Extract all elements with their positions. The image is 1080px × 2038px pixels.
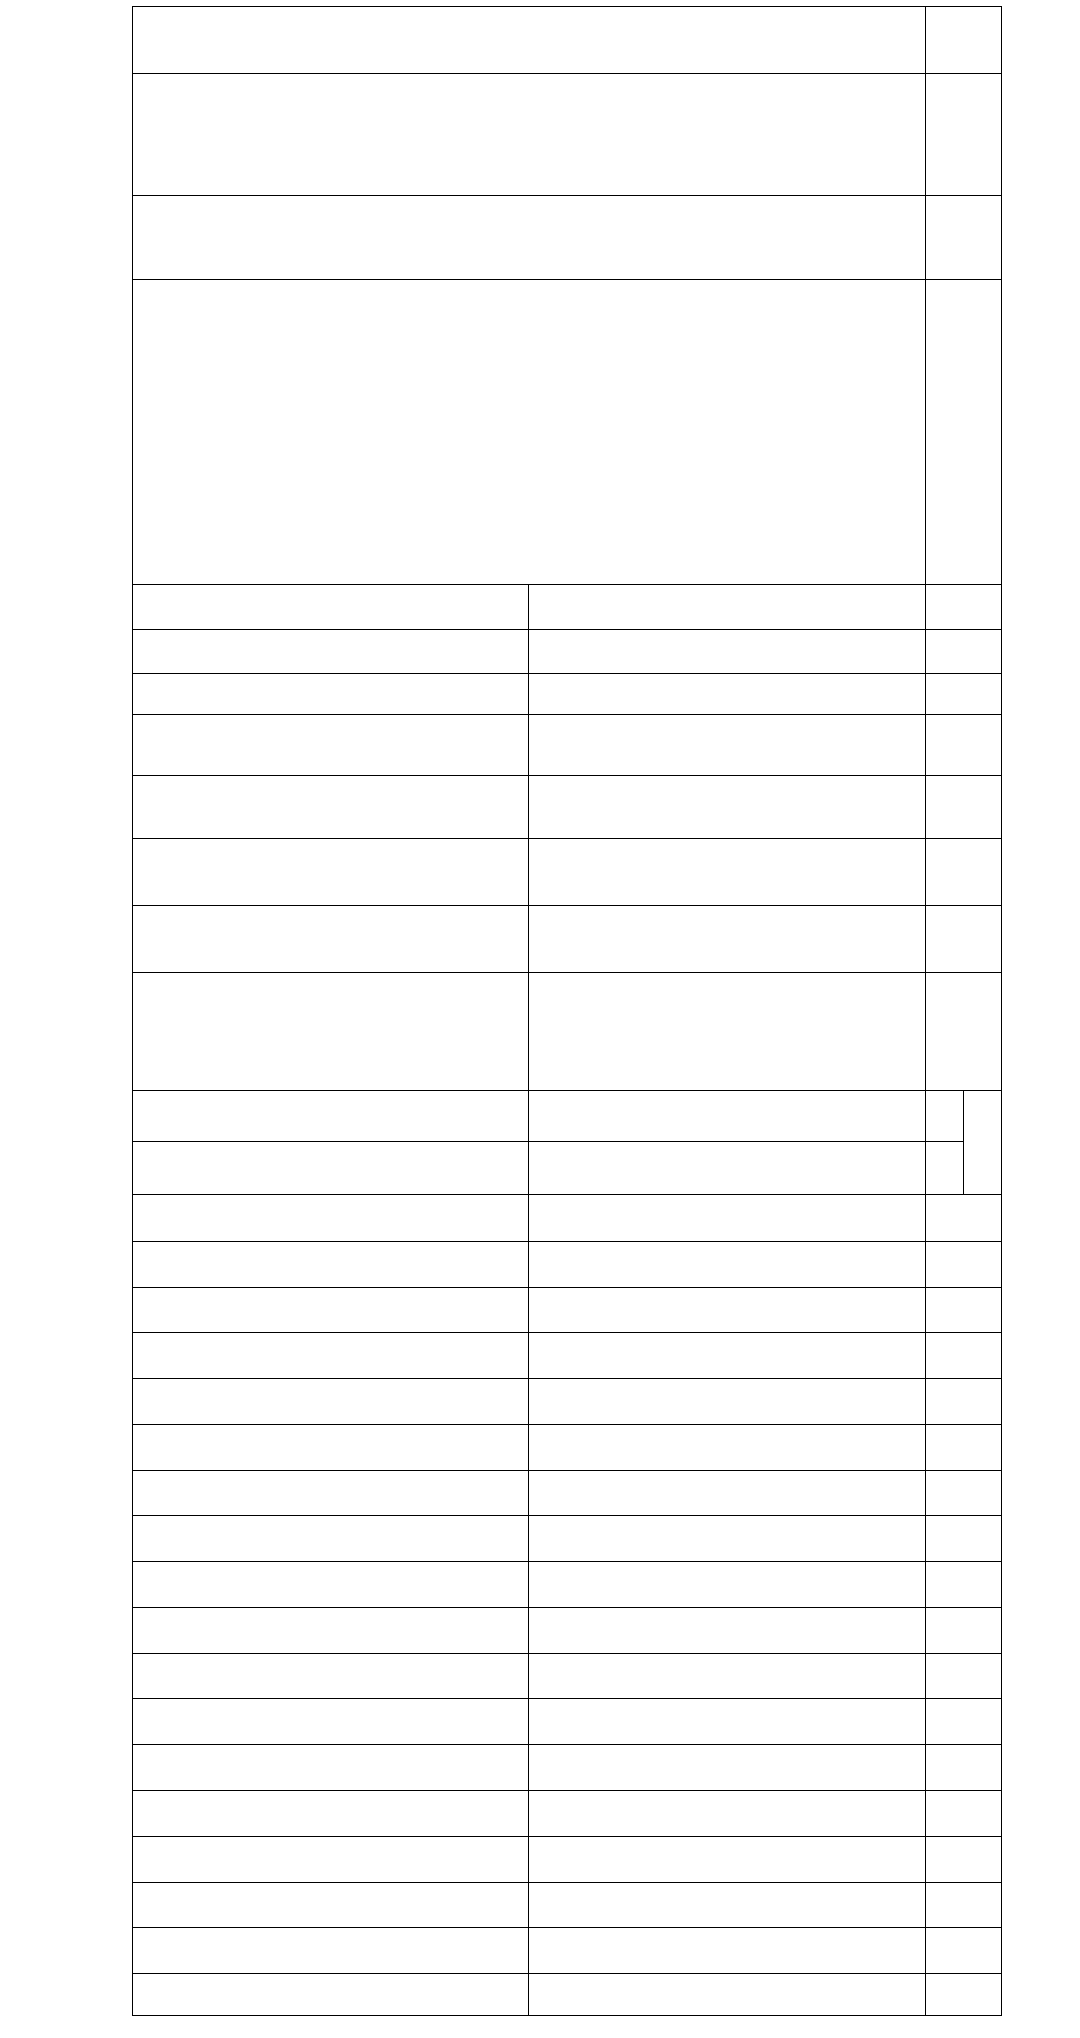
province-count-cell — [133, 1882, 530, 1928]
table-row — [529, 7, 926, 2016]
cell-gender — [529, 674, 926, 715]
cell-s312 — [529, 1142, 926, 1195]
cell-total — [529, 1195, 926, 1242]
header-subjects — [964, 1091, 1002, 1195]
header-province — [926, 1607, 1002, 1653]
province-count-cell — [133, 1928, 530, 1974]
header-line-type — [926, 839, 1002, 906]
cell-gender — [133, 674, 530, 715]
header-total — [926, 1195, 1002, 1242]
province-count-cell — [133, 1607, 530, 1653]
province-count-cell — [529, 1699, 926, 1745]
header-physical — [926, 973, 1002, 1091]
cell-language — [529, 775, 926, 838]
province-count-cell — [133, 1470, 530, 1516]
cell-duration — [529, 584, 926, 629]
header-province — [926, 1928, 1002, 1974]
cell-language — [133, 775, 530, 838]
province-count-cell — [133, 1287, 530, 1333]
header-province — [926, 1470, 1002, 1516]
header-track — [926, 714, 1002, 775]
header-major-type — [926, 906, 1002, 973]
province-count-cell — [133, 1745, 530, 1791]
province-count-cell — [529, 1470, 926, 1516]
province-count-cell — [133, 1562, 530, 1608]
province-count-cell — [529, 1379, 926, 1425]
province-count-cell — [133, 1699, 530, 1745]
cell-total — [133, 1195, 530, 1242]
province-count-cell — [529, 1607, 926, 1653]
header-province — [926, 1836, 1002, 1882]
province-count-cell — [529, 1516, 926, 1562]
province-count-cell — [529, 1882, 926, 1928]
province-count-cell — [133, 1333, 530, 1379]
header-province — [926, 1882, 1002, 1928]
header-language — [926, 775, 1002, 838]
cell-s33 — [133, 1091, 530, 1142]
header-degree — [926, 629, 1002, 674]
cell-physical — [529, 973, 926, 1091]
cell-s33 — [529, 1091, 926, 1142]
cell-track — [133, 714, 530, 775]
header-province — [926, 1287, 1002, 1333]
cell-line-type — [529, 839, 926, 906]
header-province — [926, 1974, 1002, 2016]
cell-major-type — [529, 906, 926, 973]
cell-line-type — [133, 839, 530, 906]
cell-track — [529, 714, 926, 775]
header-sub-33 — [926, 1091, 964, 1142]
header-school-code — [926, 7, 1002, 74]
header-province — [926, 1516, 1002, 1562]
province-count-cell — [529, 1424, 926, 1470]
header-gender — [926, 674, 1002, 715]
province-count-cell — [133, 1653, 530, 1699]
enrollment-plan-table — [132, 6, 1002, 2016]
province-count-cell — [133, 1790, 530, 1836]
province-count-cell — [133, 1974, 530, 2016]
province-count-cell — [529, 1287, 926, 1333]
province-count-cell — [529, 1745, 926, 1791]
major-code-cell — [133, 196, 926, 279]
header-school-name — [926, 74, 1002, 196]
header-province — [926, 1699, 1002, 1745]
header-sub-312 — [926, 1142, 964, 1195]
province-count-cell — [133, 1424, 530, 1470]
cell-duration — [133, 584, 530, 629]
header-major-name — [926, 279, 1002, 584]
cell-degree — [133, 629, 530, 674]
school-code-cell — [133, 7, 926, 74]
province-count-cell — [133, 1516, 530, 1562]
province-count-cell — [133, 1836, 530, 1882]
major-name-cell — [133, 279, 926, 584]
province-count-cell — [133, 1379, 530, 1425]
header-province — [926, 1745, 1002, 1791]
province-count-cell — [529, 1241, 926, 1287]
header-province — [926, 1562, 1002, 1608]
cell-s312 — [133, 1142, 530, 1195]
province-count-cell — [529, 1836, 926, 1882]
province-count-cell — [529, 1974, 926, 2016]
province-count-cell — [529, 1790, 926, 1836]
province-count-cell — [529, 1333, 926, 1379]
cell-degree — [529, 629, 926, 674]
table-body — [133, 7, 926, 2016]
province-count-cell — [529, 1928, 926, 1974]
header-major-code — [926, 196, 1002, 279]
school-name-cell — [133, 74, 926, 196]
province-count-cell — [133, 1241, 530, 1287]
header-duration — [926, 584, 1002, 629]
header-province — [926, 1333, 1002, 1379]
header-province — [926, 1379, 1002, 1425]
province-count-cell — [529, 1653, 926, 1699]
cell-physical — [133, 973, 530, 1091]
header-province — [926, 1424, 1002, 1470]
header-province — [926, 1241, 1002, 1287]
header-province — [926, 1653, 1002, 1699]
header-province — [926, 1790, 1002, 1836]
province-count-cell — [529, 1562, 926, 1608]
cell-major-type — [133, 906, 530, 973]
table-header — [926, 7, 1002, 2016]
